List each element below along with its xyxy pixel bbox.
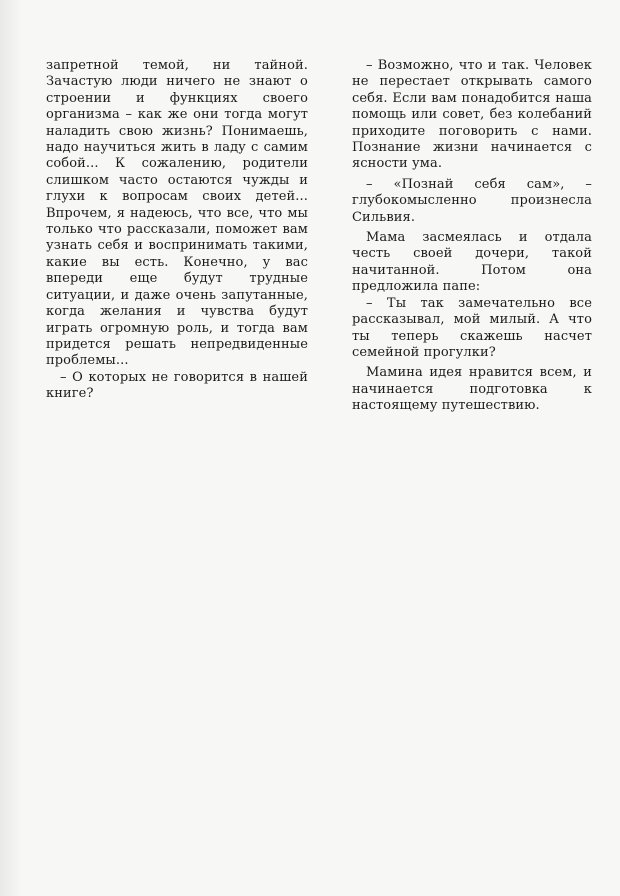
right-column [352, 58, 592, 415]
right-paragraph-2: – «Познай себя сам», – глубокомысленно произнесла Сильвия. [352, 176, 592, 225]
left-column [46, 58, 308, 403]
right-paragraph-3: Мама засмеялась и отдала честь своей дочери, такой начитанной. Потом она предложила папе: [352, 230, 592, 295]
right-paragraph-5: Мамина идея нравится всем, и начинается подготовка к настоящему путешествию. [352, 365, 592, 414]
left-paragraph-2: – О которых не говорится в нашей книге? [46, 369, 308, 402]
right-paragraph-4: – Ты так замечательно все рассказывал, мой милый. А что ты теперь скажешь насчет семейной прогулки? [352, 295, 592, 360]
left-paragraph-1: запретной темой, ни тайной. Зачастую люди ничего не знают о строении и функциях своего организма – как же они тогда могут наладить свою жизнь? Понимаешь, надо научиться жить в ладу с самим собой... К сожалению, родители слишком часто остаются чужды и глухи к вопросам своих детей... Впрочем, я надеюсь, что все, что мы только что рассказали, поможет вам узнать себя и воспринимать такими, какие вы есть. Конечно, у вас впереди еще будут трудные ситуации, и даже очень запутанные, когда желания и чувства будут играть огромную роль, и тогда вам придется решать непредвиденные проблемы... [46, 58, 308, 369]
right-paragraph-1: – Возможно, что и так. Человек не перестает открывать самого себя. Если вам понадобится наша помощь или совет, без колебаний приходите поговорить с нами. Познание жизни начинается с ясности ума. [352, 58, 592, 172]
